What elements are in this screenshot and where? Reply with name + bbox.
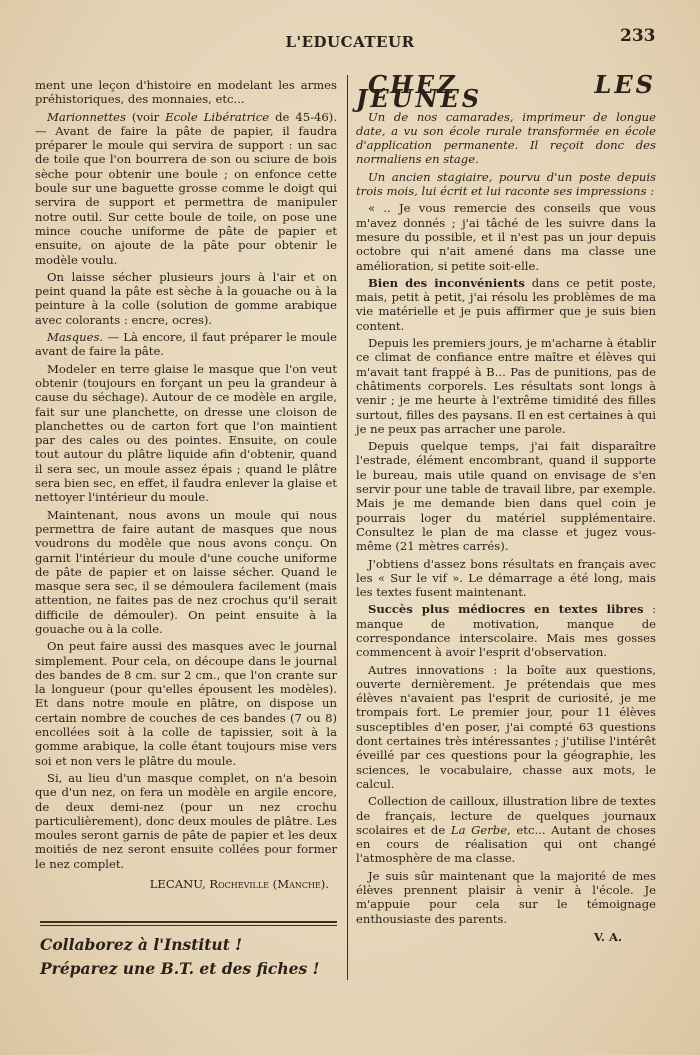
- paragraph: Je suis sûr maintenant que la majorité de mes élèves prennent plaisir à venir à l'école. Je m'appuie pour cela sur le témoignage enthousiaste des parents.: [356, 868, 656, 926]
- paragraph: [356, 602, 656, 659]
- paragraph: Autres innovations : la boîte aux questions, ouverte dernièrement. Je prétendais que mes élèves n'avaient pas l'esprit de curiosité, je me trompais fort. Le premier jour, pour 11 élèves susceptibles d'en poser, j'ai compté 63 questions dont certaines très intéressantes ; j'utilise l'intérêt éveillé par ces questions pour la géographie, les sciences, le vocabulaire, chasse aux mots, le calcul.: [356, 662, 656, 791]
- paragraph-marionnettes: [35, 110, 337, 267]
- intro-paragraph: Un ancien stagiaire, pourvu d'un poste depuis trois mois, lui écrit et lui raconte ses impressions :: [356, 169, 656, 199]
- paragraph: Depuis quelque temps, j'ai fait disparaître l'estrade, élément encombrant, quand il supporte le bureau, mais utile quand on envisage de s'en servir pour une table de travail libre, par exemple. Mais je me demande bien dans quel coin je pourrais loger du matériel supplémentaire. Consultez le plan de ma classe et jugez vous-même (21 mètres carrés).: [356, 439, 656, 554]
- author-signature: LECANU, Rocheville (Manche).: [149, 877, 329, 892]
- column-divider: [347, 75, 348, 980]
- promo-line-2: Préparez une B.T. et des fiches !: [40, 959, 320, 978]
- paragraph-text: , etc... Autant de choses en cours de réalisation qui ont changé l'atmosphère de ma classe.: [356, 822, 656, 866]
- journal-title: L'EDUCATEUR: [285, 33, 415, 51]
- paragraph-masques: [35, 330, 337, 359]
- reference: (voir: [131, 109, 160, 124]
- paragraph-text: : manque de motivation, manque de correspondance interscolaire. Mais mes gosses commencent à avoir l'esprit d'observation.: [356, 602, 656, 660]
- bold-lead: Succès plus médiocres en textes libres: [368, 602, 644, 617]
- paragraph: Si, au lieu d'un masque complet, on n'a besoin que d'un nez, on fera un modèle en argile encore, de deux demi-nez (pour un nez crochu particulièrement), donc deux moules de plâtre. Les moules seront garnis de pâte de papier et les deux moitiés de nez seront ensuite collées pour former le nez complet.: [35, 770, 337, 871]
- paragraph: J'obtiens d'assez bons résultats en français avec les « Sur le vif ». Le démarrage a été long, mais les textes fusent maintenant.: [356, 556, 656, 600]
- paragraph: On peut faire aussi des masques avec le journal simplement. Pour cela, on découpe dans le journal des bandes de 8 cm. sur 2 cm., que l'on crante sur la longueur (pour qu'elles épousent les modèles). Et dans notre moule en plâtre, on dispose un certain nombre de couches de ces bandes (7 ou 8) encollées soit à la colle de tapissier, soit à la gomme arabique, la colle étant toujours mise vers soi et non vers le plâtre du moule.: [35, 639, 337, 768]
- paragraph-text: Collection de cailloux, illustration libre de textes de français, lecture de quelques journaux scolaires et de: [356, 794, 656, 837]
- promo-line-1: Collaborez à l'Institut !: [40, 935, 243, 954]
- publication-title: La Gerbe: [450, 822, 508, 837]
- left-column: [35, 78, 337, 891]
- paragraph-text: — Avant de faire la pâte de papier, il faudra préparer le moule qui servira de support : un sac de toile que l'on bourrera de son ou sciure de bois sèche pour obtenir une boule ; on enfonce cette boule sur une baguette grosse comme le doigt qui servira de support et permettra de manipuler notre outil. Sur cette boule de toile, on pose une mince couche uniforme de pâte de papier et ensuite, on ajoute de la pâte pour obtenir le modèle voulu.: [35, 123, 337, 267]
- paragraph: [356, 794, 656, 865]
- paragraph: Maintenant, nous avons un moule qui nous permettra de faire autant de masques que nous voudrons du modèle que nous avons conçu. On garnit l'intérieur du moule d'une couche uniforme de pâte de papier et on laisse sécher. Quand le masque sera sec, il se démoulera facilement (mais attention, ne faites pas de nez crochus qu'il serait difficile de démouler). On peint ensuite à la gouache ou à la colle.: [35, 507, 337, 636]
- intro-paragraph: Un de nos camarades, imprimeur de longue date, a vu son école rurale transformée en école d'application permanente. Il reçoit donc des normaliens en stage.: [356, 109, 656, 167]
- double-rule: [40, 921, 337, 926]
- author-initials: V. A.: [593, 929, 622, 944]
- section-label: Masques.: [47, 330, 104, 345]
- paragraph: « .. Je vous remercie des conseils que vous m'avez donnés ; j'ai tâché de les suivre dans la mesure du possible, et il n'est pas un jour depuis octobre qui n'ait amené dans ma classe une amélioration, si petite soit-elle.: [356, 201, 656, 273]
- paragraph: Modeler en terre glaise le masque que l'on veut obtenir (toujours en forçant un peu la grandeur à cause du séchage). Autour de ce modèle en argile, fait sur une planchette, on dresse une cloison de planchettes ou de carton fort que l'on maintient par des cales ou des pointes. Ensuite, on coule tout autour du plâtre liquide afin d'obtenir, quand il sera sec, un moule assez épais ; quand le plâtre sera bien sec, en effet, il faudra enlever la glaise et nettoyer l'intérieur du moule.: [35, 361, 337, 505]
- paragraph: [356, 276, 656, 333]
- section-label: Marionnettes: [47, 109, 126, 124]
- reference-title: Ecole Libératrice: [165, 109, 270, 124]
- bold-lead: Bien des inconvénients: [368, 275, 525, 290]
- paragraph-text: dans ce petit poste, mais, petit à petit, j'ai résolu les problèmes de ma vie matérielle et je puis affirmer que je suis bien content.: [356, 275, 657, 333]
- right-column: [356, 70, 657, 944]
- page-number: 233: [620, 26, 656, 46]
- reference-tail: de 45-46).: [275, 109, 338, 124]
- paragraph: Depuis les premiers jours, je m'acharne à établir ce climat de confiance entre maître et élèves qui m'avait tant frappé à B... Pas de punitions, pas de châtiments corporels. Les résultats sont longs à venir ; je me heurte à l'extrême timidité des filles surtout, filles des paysans. Il en est certaines à qui je ne peux pas arracher une parole.: [356, 336, 656, 436]
- paragraph-text: — Là encore, il faut préparer le moule avant de faire la pâte.: [35, 330, 337, 359]
- article-title: CHEZ LES JEUNES: [356, 70, 656, 114]
- paragraph: ment une leçon d'histoire en modelant les armes préhistoriques, des monnaies, etc...: [35, 78, 337, 107]
- paragraph: On laisse sécher plusieurs jours à l'air et on peint quand la pâte est sèche à la gouache ou à la peinture à la colle (solution de gomme arabique avec colorants : encre, ocres).: [35, 269, 337, 327]
